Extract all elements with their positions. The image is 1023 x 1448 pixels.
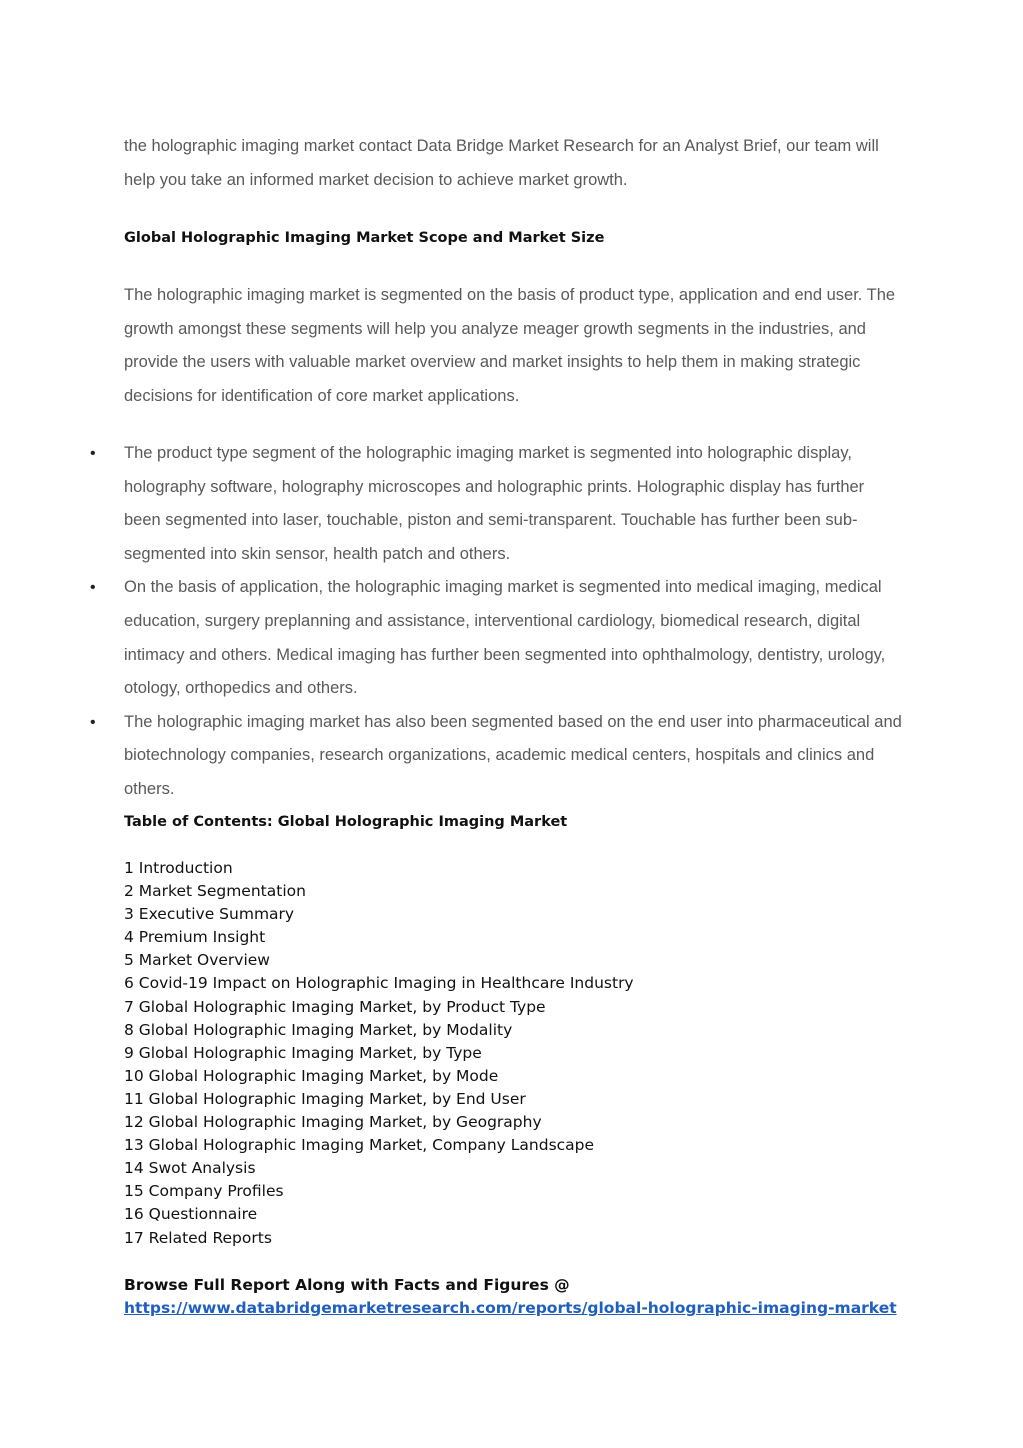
list-item [0, 437, 904, 571]
toc-item: 9 Global Holographic Imaging Market, by Type [124, 1043, 482, 1062]
table-of-contents [124, 857, 634, 1250]
toc-item: 8 Global Holographic Imaging Market, by Modality [124, 1020, 513, 1039]
toc-heading: Table of Contents: Global Holographic Imaging Market [124, 814, 568, 830]
toc-item: 15 Company Profiles [124, 1182, 284, 1201]
toc-item: 2 Market Segmentation [124, 882, 306, 901]
report-link[interactable]: https://www.databridgemarketresearch.com/reports/global-holographic-imaging-market [124, 1299, 897, 1317]
scope-paragraph: The holographic imaging market is segmented on the basis of product type, application and end user. The growth amongst these segments will help you analyze meager growth segments in the industries, and provide the users with valuable market overview and market insights to help them in making strategic decisions for identification of core market applications. [124, 286, 896, 405]
toc-item: 3 Executive Summary [124, 905, 295, 924]
toc-item: 10 Global Holographic Imaging Market, by Mode [124, 1066, 499, 1085]
bullet-text-product-type: The product type segment of the holographic imaging market is segmented into holographic display, holography software, holography microscopes and holographic prints. Holographic display has further been segmented into laser, touchable, piston and semi-transparent. Touchable has further been sub-segmented into skin sensor, health patch and others. [124, 444, 865, 563]
list-item [0, 571, 904, 705]
browse-report-label: Browse Full Report Along with Facts and Figures @ [124, 1276, 570, 1294]
bullet-icon: • [90, 445, 96, 462]
toc-item: 7 Global Holographic Imaging Market, by Product Type [124, 997, 546, 1016]
toc-item: 12 Global Holographic Imaging Market, by Geography [124, 1113, 542, 1132]
toc-item: 17 Related Reports [124, 1228, 272, 1247]
list-item [0, 706, 904, 807]
segment-bullet-list [0, 437, 1023, 807]
toc-item: 16 Questionnaire [124, 1205, 258, 1224]
intro-paragraph: the holographic imaging market contact Data Bridge Market Research for an Analyst Brief, our team will help you take an informed market decision to achieve market growth. [124, 137, 879, 189]
toc-item: 5 Market Overview [124, 951, 270, 970]
scope-heading: Global Holographic Imaging Market Scope and Market Size [124, 230, 605, 246]
bullet-icon: • [90, 579, 96, 597]
toc-item: 13 Global Holographic Imaging Market, Company Landscape [124, 1136, 595, 1155]
toc-item: 14 Swot Analysis [124, 1159, 256, 1178]
toc-item: 1 Introduction [124, 859, 233, 877]
toc-item: 6 Covid-19 Impact on Holographic Imaging in Healthcare Industry [124, 974, 634, 993]
toc-item: 11 Global Holographic Imaging Market, by End User [124, 1089, 526, 1108]
bullet-icon: • [90, 713, 96, 731]
bullet-text-application: On the basis of application, the holographic imaging market is segmented into medical imaging, medical education, surgery preplanning and assistance, interventional cardiology, biomedical research, digital intimacy and others. Medical imaging has further been segmented into ophthalmology, dentistry, urology, otology, orthopedics and others. [124, 578, 886, 698]
toc-item: 4 Premium Insight [124, 928, 266, 947]
bullet-text-end-user: The holographic imaging market has also been segmented based on the end user into pharmaceutical and biotechnology companies, research organizations, academic medical centers, hospitals and clinics and others. [124, 712, 902, 798]
